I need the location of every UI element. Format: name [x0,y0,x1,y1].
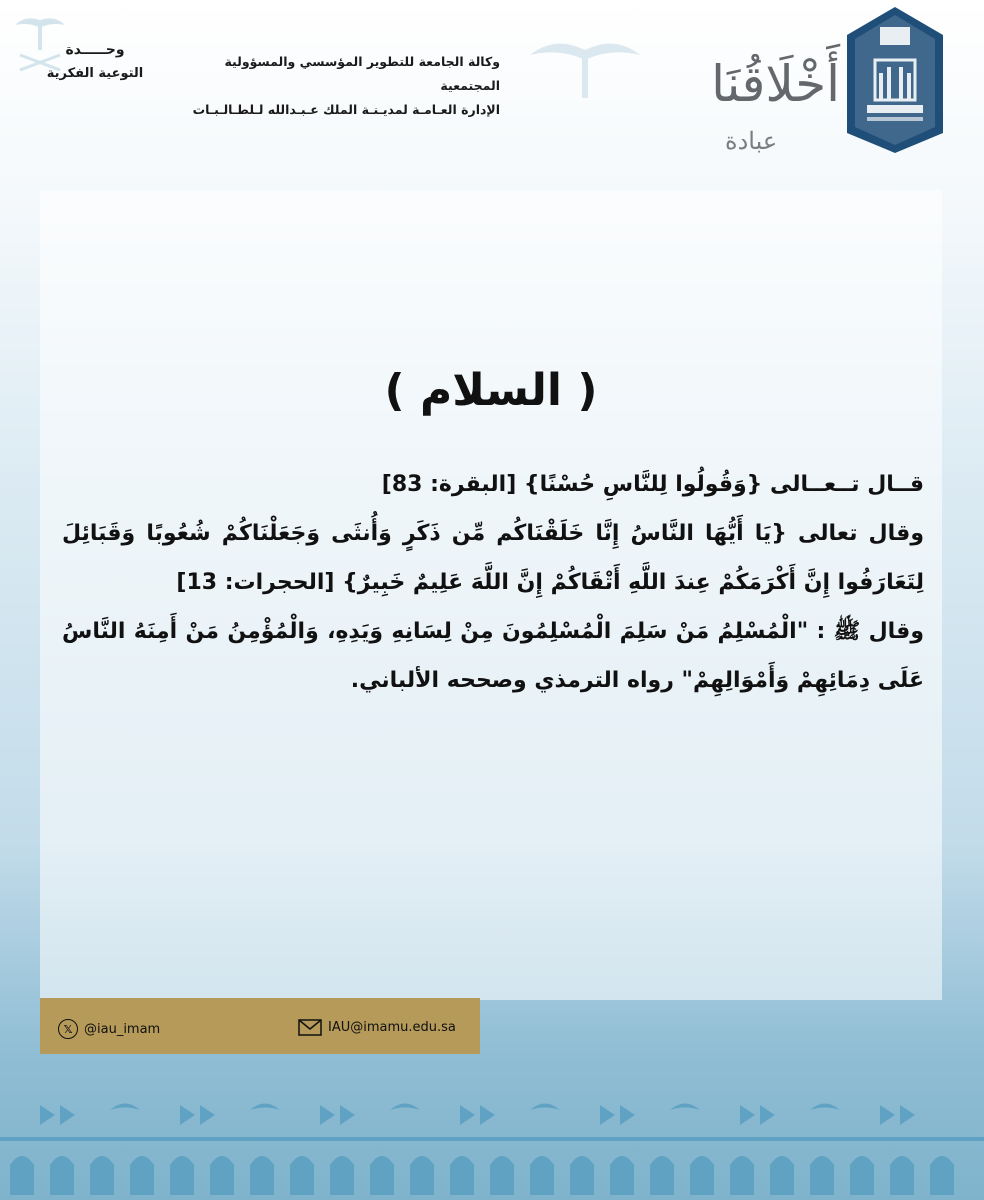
campaign-title: أَخْلَاقُنَا [711,55,840,113]
department-line2: الإدارة العـامـة لمديـنـة الملك عـبـدالله لـلطـالـبـات [192,102,500,117]
mail-icon [298,1019,322,1036]
email-address[interactable]: IAU@imamu.edu.sa [328,1020,456,1035]
pattern-row-arches [10,1156,954,1195]
pattern-row-palms [40,1104,915,1126]
page-title: ( السلام ) [384,365,598,416]
email-contact[interactable] [298,1019,456,1036]
unit-label-line2: التوعية الفكرية [46,66,144,81]
department-line1: وكالة الجامعة للتطوير المؤسسي والمسؤولية المجتمعية [224,54,500,93]
x-logo-icon: 𝕏 [58,1019,78,1039]
decorative-pattern-border [0,1085,984,1200]
body-text [62,460,924,705]
university-logo-icon [845,5,945,155]
content-card [40,190,942,1000]
unit-label-line1: وحـــــدة [65,42,125,58]
campaign-logo [670,55,840,175]
unit-label [40,42,150,81]
department-label [180,50,500,122]
paragraph-1: قــال تــعــالى {وَقُولُوا لِلنَّاسِ حُسْنًا} [البقرة: 83] [381,472,924,497]
palm-watermark-icon [520,30,650,110]
twitter-contact[interactable] [58,1019,160,1039]
paragraph-3: وقال ﷺ : "الْمُسْلِمُ مَنْ سَلِمَ الْمُسْلِمُونَ مِنْ لِسَانِهِ وَيَدِهِ، وَالْمُؤْمِنُ مَنْ أَمِنَهُ النَّاسُ عَلَى دِمَائِهِمْ وَأَمْوَالِهِمْ" رواه الترمذي وصححه الألباني. [62,619,924,693]
paragraph-2: وقال تعالى {يَا أَيُّهَا النَّاسُ إِنَّا خَلَقْنَاكُم مِّن ذَكَرٍ وَأُنثَى وَجَعَلْنَاكُمْ شُعُوبًا وَقَبَائِلَ لِتَعَارَفُوا إِنَّ أَكْرَمَكُمْ عِندَ اللَّهِ أَتْقَاكُمْ إِنَّ اللَّهَ عَلِيمٌ خَبِيرٌ} [الحجرات: 13] [62,521,924,595]
header [0,0,984,190]
twitter-handle[interactable]: @iau_imam [84,1021,161,1037]
campaign-subtitle: عبادة [725,127,778,155]
